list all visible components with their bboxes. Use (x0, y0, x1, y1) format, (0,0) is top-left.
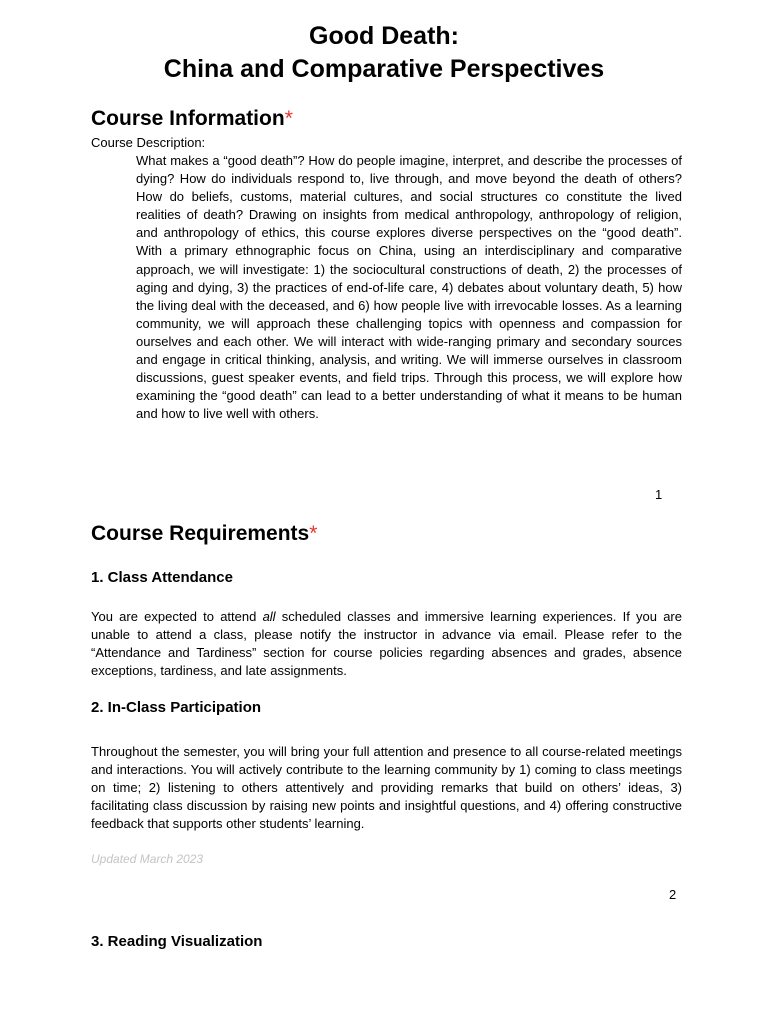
attendance-text-after: scheduled classes and immersive learning experiences. If you are unable to attend a class, please notify the instructor in advance via email. Please refer to the “Attendance and Tardiness” section for course policies regarding absences and grades, absence exceptions, tardiness, and late assignments. (91, 609, 682, 678)
reading-visualization-heading: 3. Reading Visualization (91, 933, 263, 950)
attendance-emphasis: all (262, 609, 276, 624)
course-description-text: What makes a “good death”? How do people imagine, interpret, and describe the processes of dying? How do individuals respond to, live through, and move beyond the death of others? How do beliefs, customs, material cultures, and social structures co constitute the lived realities of death? Drawing on insights from medical anthropology, anthropology of religion, and anthropology of ethics, this course explores diverse perspectives on the “good death”. With a primary ethnographic focus on China, using an interdisciplinary and comparative approach, we will investigate: 1) the sociocultural constructions of death, 2) the processes of aging and dying, 3) the practices of end-of-life care, 4) debates about voluntary death, 5) how the living deal with the deceased, and 6) how people live with irrevocable losses. As a learning community, we will approach these challenging topics with openness and compassion for ourselves and each other. We will interact with wide-ranging primary and secondary sources and engage in critical thinking, analysis, and writing. We will immerse ourselves in classroom discussions, guest speaker events, and field trips. Through this process, we will explore how examining the “good death” can lead to a better understanding of what it means to be human and how to live well with others. (136, 153, 682, 422)
course-information-heading (91, 107, 293, 131)
class-attendance-text (91, 608, 682, 680)
course-requirements-heading (91, 522, 317, 546)
class-attendance-heading: 1. Class Attendance (91, 569, 233, 586)
in-class-participation-heading: 2. In-Class Participation (91, 699, 262, 716)
page-number-1: 1 (655, 487, 663, 502)
title-line-1: Good Death: (309, 22, 459, 50)
course-information-heading-text: Course Information (91, 107, 285, 130)
required-asterisk: * (309, 522, 318, 545)
course-requirements-heading-text: Course Requirements (91, 522, 310, 545)
updated-note: Updated March 2023 (91, 852, 204, 866)
in-class-participation-text: Throughout the semester, you will bring your full attention and presence to all course-related meetings and interactions. You will actively contribute to the learning community by 1) coming to class meetings on time; 2) listening to others attentively and providing remarks that build on others’ ideas, 3) facilitating class discussion by raising new points and insightful questions, and 4) offering constructive feedback that supports other students’ learning. (91, 744, 682, 831)
attendance-text-before: You are expected to attend (91, 609, 263, 624)
document-title (0, 20, 768, 86)
page-number-2: 2 (669, 887, 677, 902)
course-description-label: Course Description: (91, 135, 206, 150)
required-asterisk: * (284, 107, 293, 130)
title-line-2: China and Comparative Perspectives (163, 55, 605, 83)
